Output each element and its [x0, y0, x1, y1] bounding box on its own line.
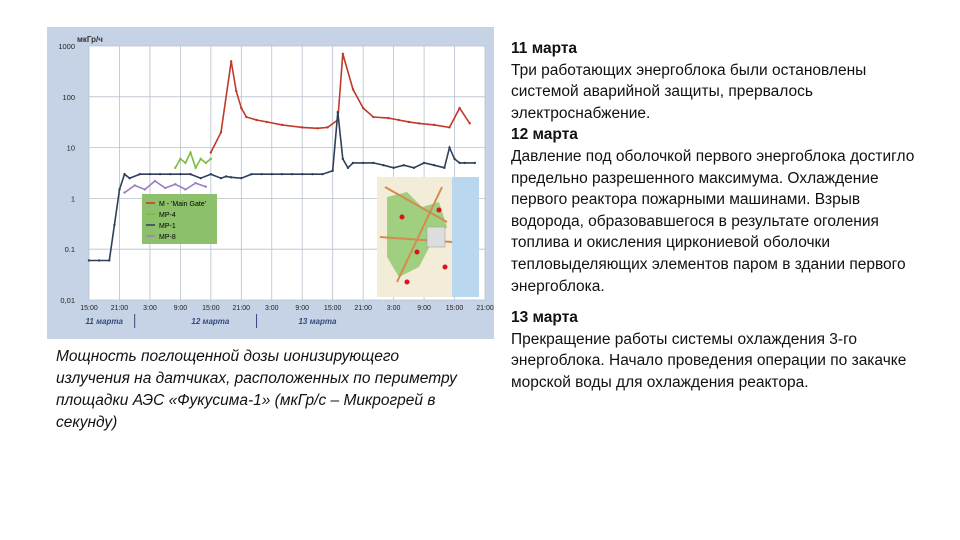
data-point: [469, 122, 471, 124]
data-point: [372, 162, 374, 164]
x-tick-label: 3:00: [264, 305, 279, 312]
data-point: [88, 259, 90, 261]
data-point: [230, 176, 232, 178]
data-point: [240, 107, 242, 109]
data-point: [139, 173, 141, 175]
data-point: [392, 167, 394, 169]
data-point: [331, 170, 333, 172]
data-point: [199, 158, 201, 160]
y-tick-label: 100: [62, 92, 75, 102]
data-point: [458, 107, 460, 109]
data-point: [194, 182, 196, 184]
events-text: [511, 38, 931, 394]
x-tick-label: 9:00: [173, 305, 188, 312]
data-point: [326, 126, 328, 128]
data-point: [164, 187, 166, 189]
data-point: [458, 162, 460, 164]
data-point: [413, 167, 415, 169]
x-tick-label: 9:00: [295, 305, 310, 312]
event-date-1: 11 марта: [511, 40, 578, 57]
data-point: [342, 53, 344, 55]
data-point: [397, 119, 399, 121]
data-point: [387, 117, 389, 119]
data-point: [169, 173, 171, 175]
data-point: [179, 173, 181, 175]
event-text-3: Прекращение работы системы охлаждения 3-го энергоблока. Начало проведения операции по закачке морской воды для охлаждения реактора.: [511, 330, 907, 391]
data-point: [174, 167, 176, 169]
data-point: [281, 173, 283, 175]
data-point: [149, 173, 151, 175]
x-tick-label: 21:00: [476, 305, 494, 312]
data-point: [281, 124, 283, 126]
x-tick-label: 15:00: [323, 305, 342, 312]
x-tick-label: 21:00: [232, 305, 251, 312]
x-tick-label: 21:00: [354, 305, 372, 312]
day-label: 11 марта: [85, 317, 123, 326]
data-point: [271, 173, 273, 175]
data-point: [245, 116, 247, 118]
y-tick-label: 0,01: [60, 296, 75, 305]
day-label: 12 марта: [191, 317, 230, 326]
data-point: [133, 184, 135, 186]
data-point: [342, 158, 344, 160]
data-point: [230, 60, 232, 62]
y-tick-label: 1000: [58, 42, 75, 51]
event-date-2: 12 марта: [511, 126, 578, 144]
data-point: [199, 177, 201, 179]
y-tick-label: 10: [66, 143, 75, 153]
data-point: [250, 173, 252, 175]
data-point: [433, 164, 435, 166]
data-point: [352, 162, 354, 164]
data-point: [260, 173, 262, 175]
x-tick-label: 15:00: [445, 305, 464, 312]
data-point: [362, 107, 364, 109]
data-point: [352, 88, 354, 90]
data-point: [321, 173, 323, 175]
event-text-2: Давление под оболочкой первого энергоблока достигло предельно разрешенного максимума. Охлаждение первого реактора пожарными машинами. Взрыв водорода, образовавшегося в результате оголения топлива и окисления циркониевой оболочки тепловыделяющих элементов паром в здании первого энергоблока.: [511, 147, 915, 295]
data-point: [443, 167, 445, 169]
data-point: [311, 173, 313, 175]
data-point: [453, 158, 455, 160]
data-point: [448, 126, 450, 128]
data-point: [189, 173, 191, 175]
data-point: [179, 158, 181, 160]
y-tick-label: 0.1: [64, 245, 75, 255]
x-tick-label: 15:00: [80, 305, 98, 312]
data-point: [98, 259, 100, 261]
legend-mp1: MP-1: [159, 223, 176, 230]
data-point: [210, 173, 212, 175]
x-tick-label: 15:00: [202, 305, 220, 312]
event-date-3: 13 марта: [511, 309, 578, 327]
data-point: [128, 177, 130, 179]
x-tick-label: 9:00: [417, 305, 431, 312]
data-point: [154, 180, 156, 182]
data-point: [205, 185, 207, 187]
data-point: [225, 175, 227, 177]
data-point: [337, 111, 339, 113]
data-point: [220, 131, 222, 133]
y-tick-label: 1: [70, 194, 75, 204]
legend-mp8: MP-8: [159, 234, 176, 241]
x-tick-label: 21:00: [110, 305, 129, 312]
data-point: [123, 191, 125, 193]
data-point: [408, 121, 410, 123]
data-point: [144, 188, 146, 190]
data-point: [347, 167, 349, 169]
data-point: [123, 173, 125, 175]
data-point: [418, 122, 420, 124]
data-point: [240, 177, 242, 179]
data-point: [210, 151, 212, 153]
data-point: [265, 121, 267, 123]
data-point: [108, 259, 110, 261]
data-point: [403, 164, 405, 166]
data-point: [159, 173, 161, 175]
data-point: [448, 146, 450, 148]
data-point: [194, 167, 196, 169]
data-point: [463, 162, 465, 164]
data-point: [316, 127, 318, 129]
data-point: [205, 162, 207, 164]
data-point: [220, 177, 222, 179]
event-text-1: Три работающих энергоблока были остановлены системой аварийной защиты, прервалось электроснабжение.: [511, 61, 867, 122]
data-point: [301, 173, 303, 175]
data-point: [189, 151, 191, 153]
data-point: [184, 162, 186, 164]
data-point: [474, 162, 476, 164]
data-point: [291, 173, 293, 175]
x-tick-label: 3:00: [386, 305, 401, 312]
legend-mp4: MP-4: [159, 212, 176, 219]
x-tick-label: 3:00: [143, 305, 157, 312]
data-point: [362, 162, 364, 164]
data-point: [372, 116, 374, 118]
data-point: [174, 183, 176, 185]
data-point: [255, 119, 257, 121]
legend-main-gate: M - 'Main Gate': [159, 201, 207, 208]
data-point: [301, 126, 303, 128]
day-label: 13 марта: [298, 317, 337, 326]
data-point: [113, 224, 115, 226]
data-point: [235, 90, 237, 92]
legend: [142, 194, 217, 244]
y-axis-label: мкГр/ч: [77, 35, 103, 44]
data-point: [423, 162, 425, 164]
data-point: [210, 158, 212, 160]
data-point: [433, 124, 435, 126]
chart-caption: Мощность поглощенной дозы ионизирующего излучения на датчиках, расположенных по периметру площадки АЭС «Фукусима-1» (мкГр/с – Микрогрей в секунду): [56, 348, 457, 431]
site-map-inset: [377, 177, 479, 297]
data-point: [118, 188, 120, 190]
data-point: [382, 164, 384, 166]
radiation-dose-chart: [47, 27, 494, 339]
chart-panel: [47, 27, 494, 339]
data-point: [184, 188, 186, 190]
